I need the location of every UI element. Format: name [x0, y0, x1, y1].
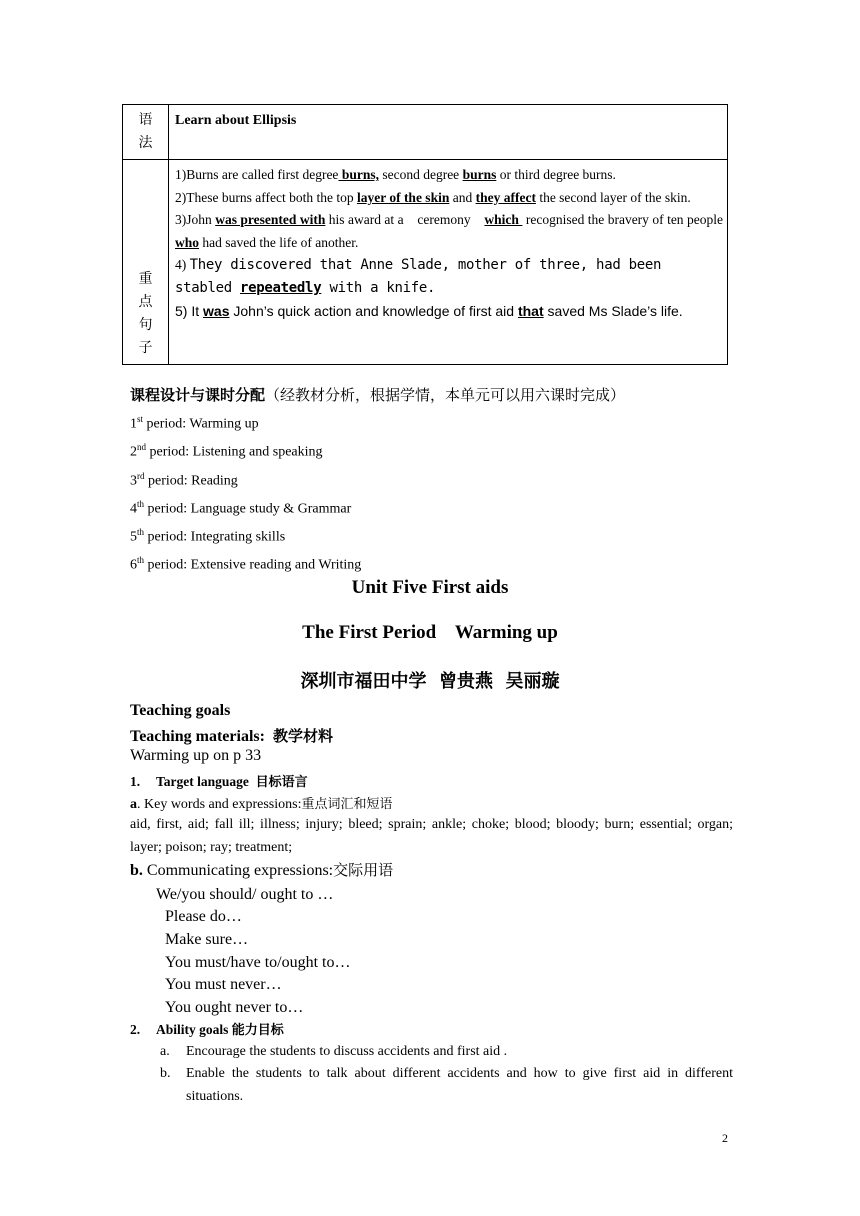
period-list [130, 408, 361, 578]
expression-4: You must/have to/ought to… [165, 954, 351, 971]
page-number: 2 [722, 1131, 728, 1145]
grammar-row [123, 105, 728, 160]
key-points-table [122, 104, 728, 365]
period-title: The First Period Warming up [302, 622, 558, 643]
sentences-cell [169, 160, 728, 365]
key-words-heading: a. Key words and expressions:重点词汇和短语 [130, 797, 393, 812]
period-item: 4th period: Language study & Grammar [130, 498, 352, 517]
teaching-goals-heading: Teaching goals [130, 702, 231, 719]
expression-5: You must never… [165, 976, 282, 993]
period-item: 2nd period: Listening and speaking [130, 442, 323, 460]
authors: 深圳市福田中学 曾贵燕 吴丽璇 [300, 671, 560, 692]
period-item: 6th period: Extensive reading and Writing [130, 555, 362, 573]
sentence-2: 2)These burns affect both the top layer of the skin and they affect the second layer of the skin. [175, 189, 691, 205]
ability-goals-heading: 2. Ability goals 能力目标 [130, 1022, 284, 1038]
expression-2: Please do… [165, 908, 242, 925]
key-words-list: aid, first, aid; fall ill; illness; injury; bleed; sprain; ankle; choke; blood; bloody; burn; essential; organ; layer; poison; ray; treatment; [130, 817, 733, 855]
sentences-row [123, 160, 728, 365]
sentence-1: 1)Burns are called first degree burns, second degree burns or third degree burns. [175, 167, 616, 182]
sentence-5: 5) It was John’s quick action and knowledge of first aid that saved Ms Slade’s life. [175, 302, 683, 319]
grammar-label-text: 语法 [138, 113, 153, 151]
unit-title: Unit Five First aids [351, 577, 509, 598]
grammar-label [123, 105, 169, 160]
sentences-label-text: 重点句子 [138, 272, 153, 356]
ability-goal-b: b. Enable the students to talk about different accidents and how to give first aid in different situations. [160, 1066, 733, 1104]
sentences-label [123, 160, 169, 365]
period-item: 1st period: Warming up [130, 414, 259, 432]
target-language-heading: 1. Target language 目标语言 [130, 774, 308, 790]
teaching-materials: Teaching materials: 教学材料 [130, 727, 333, 745]
ability-goal-a: a. Encourage the students to discuss accidents and first aid . [160, 1044, 508, 1059]
expression-1: We/you should/ ought to … [156, 886, 334, 903]
grammar-title: Learn about Ellipsis [175, 113, 297, 128]
communicating-heading: b. Communicating expressions:交际用语 [130, 861, 394, 879]
expression-6: You ought never to… [165, 999, 304, 1016]
grammar-cell [169, 105, 728, 160]
schedule-title: 课程设计与课时分配（经教材分析，根据学情，本单元可以用六课时完成） [130, 386, 626, 404]
sentence-3: 3)John was presented with his award at a ceremony which recognised the bravery of ten people who had saved the life of another. [175, 212, 727, 250]
warming-up-page: Warming up on p 33 [130, 747, 262, 764]
period-item: 5th period: Integrating skills [130, 527, 286, 545]
sentence-4: 4) They discovered that Anne Slade, mother of three, had been stabled repeatedly with a knife. [175, 257, 662, 296]
expression-3: Make sure… [165, 931, 249, 948]
period-item: 3rd period: Reading [130, 470, 238, 489]
